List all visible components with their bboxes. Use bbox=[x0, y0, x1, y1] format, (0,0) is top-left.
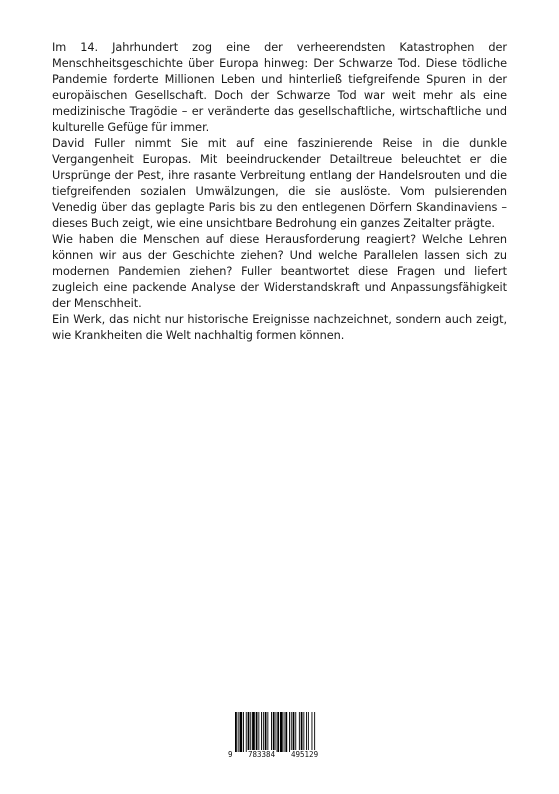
barcode-bar bbox=[299, 712, 300, 752]
barcode-bar bbox=[248, 712, 250, 752]
barcode-bar bbox=[263, 712, 264, 752]
barcode-bar bbox=[256, 712, 258, 752]
barcode-bar bbox=[303, 712, 304, 752]
blurb-paragraph-3: Wie haben die Menschen auf diese Herausforderung reagiert? Welche Lehren können wir aus der Geschichte ziehen? Und welche Parallelen lassen sich zu modernen Pandemien ziehen? Fuller beantwortet diese Fragen und liefert zugleich eine packende Analyse der Widerstandskraft und Anpassungsfähigkeit der Menschheit. bbox=[52, 233, 507, 310]
barcode-bar bbox=[246, 712, 247, 752]
barcode-bar bbox=[308, 712, 309, 752]
barcode-bar bbox=[312, 712, 313, 752]
barcode-bar bbox=[273, 712, 275, 752]
barcode-bar bbox=[267, 712, 268, 752]
barcode-bar bbox=[289, 712, 290, 752]
barcode-left-group: 783384 bbox=[248, 750, 276, 759]
barcode-prefix-digit: 9 bbox=[228, 750, 233, 759]
barcode-bar bbox=[295, 712, 296, 752]
barcode-bar bbox=[271, 712, 272, 752]
blurb-paragraph-1: Im 14. Jahrhundert zog eine der verheerendsten Katastrophen der Menschheitsgeschichte über Europa hinweg: Der Schwarze Tod. Diese tödliche Pandemie forderte Millionen Leben und hinterließ tiefgreifende Spuren in der europäischen Gesellschaft. Doch der Schwarze Tod war weit mehr als eine medizinische Tragödie – er veränderte das gesellschaftliche, wirtschaftliche und kulturelle Gefüge für immer. bbox=[52, 41, 507, 134]
barcode-bar bbox=[293, 712, 295, 752]
barcode-bar bbox=[261, 712, 262, 752]
barcode-bar bbox=[285, 712, 287, 752]
barcode-bar bbox=[252, 712, 255, 752]
barcode-bar bbox=[277, 712, 279, 752]
barcode-bar bbox=[314, 712, 315, 752]
barcode-digits bbox=[227, 750, 332, 762]
barcode-bar bbox=[235, 712, 237, 752]
barcode-bar bbox=[276, 712, 277, 752]
barcode-bar bbox=[306, 712, 307, 752]
isbn-barcode bbox=[227, 712, 332, 764]
barcode-bar bbox=[243, 712, 244, 752]
barcode-bar bbox=[284, 712, 285, 752]
barcode-bar bbox=[240, 712, 243, 752]
blurb-paragraph-2: David Fuller nimmt Sie mit auf eine faszinierende Reise in die dunkle Vergangenheit Europas. Mit beeindruckender Detailtreue beleuchtet er die Ursprünge der Pest, ihre rasante Verbreitung entlang der Handelsrouten und die tiefgreifenden sozialen Umwälzungen, die sie auslöste. Vom pulsierenden Venedig über das geplagte Paris bis zu den entlegenen Dörfern Skandinaviens – dieses Buch zeigt, wie eine unsichtbare Bedrohung ein ganzes Zeitalter prägte. bbox=[52, 137, 507, 230]
barcode-bar bbox=[258, 712, 259, 752]
barcode-bar bbox=[280, 712, 283, 752]
blurb-text-block bbox=[52, 40, 507, 344]
barcode-bar bbox=[238, 712, 239, 752]
barcode-bar bbox=[265, 712, 267, 752]
barcode-bar bbox=[250, 712, 251, 752]
barcode-right-group: 495129 bbox=[291, 750, 319, 759]
blurb-paragraph-4: Ein Werk, das nicht nur historische Ereignisse nachzeichnet, sondern auch zeigt, wie Krankheiten die Welt nachhaltig formen können. bbox=[52, 313, 507, 342]
barcode-bar bbox=[301, 712, 303, 752]
barcode-bar bbox=[291, 712, 292, 752]
